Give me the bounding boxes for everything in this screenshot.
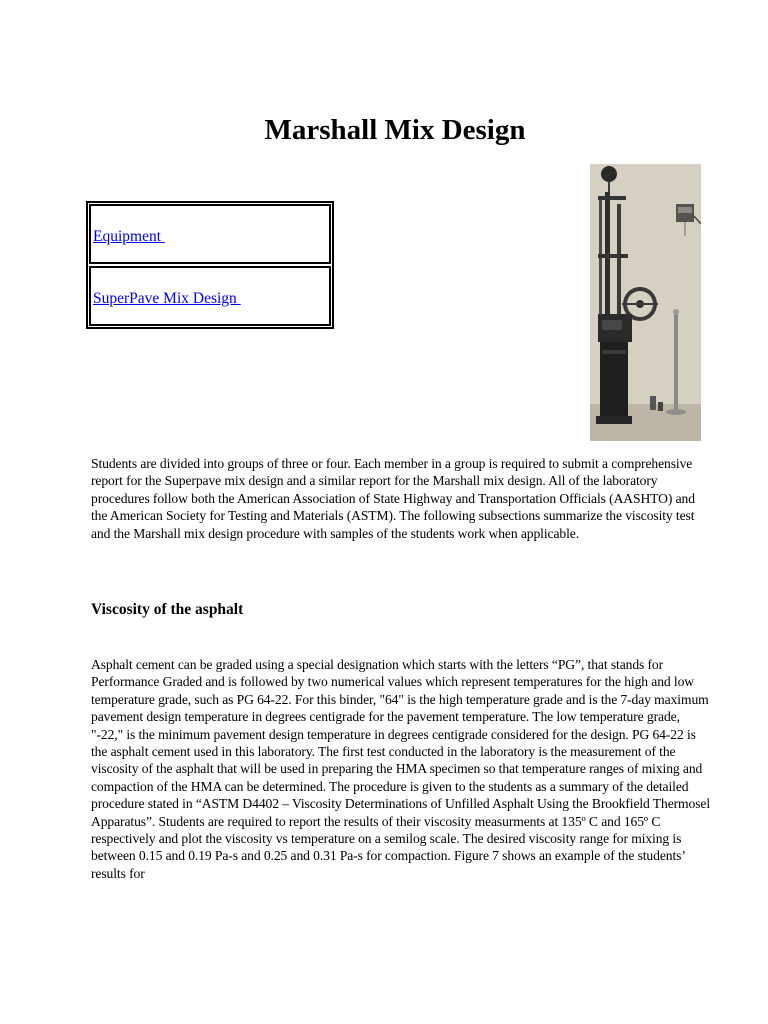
page-title: Marshall Mix Design	[264, 114, 526, 146]
equipment-link[interactable]: Equipment	[93, 228, 165, 245]
navigation-table	[86, 201, 334, 329]
section-heading-viscosity: Viscosity of the asphalt	[91, 601, 244, 618]
marshall-compactor-photo	[590, 164, 701, 441]
viscosity-paragraph: Asphalt cement can be graded using a special designation which starts with the letters “PG”, that stands for Performance Graded and is followed by two numerical values which represent temperatures for the high and low temperature grade, such as PG 64-22. For this binder, "64" is the high temperature grade and is the 7-day maximum pavement design temperature in degrees centigrade for the pavement temperature. The low temperature grade, "-22," is the minimum pavement design temperature in degrees centigrade considered for the design. PG 64-22 is the asphalt cement used in this laboratory. The first test conducted in the laboratory is the measurement of the viscosity of the asphalt that will be used in preparing the HMA specimen so that temperature ranges of mixing and compaction of the HMA can be determined. The procedure is given to the students as a summary of the detailed procedure stated in “ASTM D4402 – Viscosity Determinations of Unfilled Asphalt Using the Brookfield Thermosel Apparatus”. Students are required to report the results of their viscosity measurments at 135º C and 165º C respectively and plot the viscosity vs temperature on a semilog scale. The desired viscosity range for mixing is between 0.15 and 0.19 Pa-s and 0.25 and 0.31 Pa-s for compaction. Figure 7 shows an example of the students’ results for	[91, 657, 711, 881]
nav-cell-superpave	[89, 266, 331, 326]
nav-cell-equipment	[89, 204, 331, 264]
superpave-mix-design-link[interactable]: SuperPave Mix Design	[93, 290, 241, 307]
marshall-compactor-image	[590, 164, 701, 441]
intro-paragraph: Students are divided into groups of three or four. Each member in a group is required to submit a comprehensive report for the Superpave mix design and a similar report for the Marshall mix design. All of the laboratory procedures follow both the American Association of State Highway and Transportation Officials (AASHTO) and the American Society for Testing and Materials (ASTM). The following subsections summarize the viscosity test and the Marshall mix design procedure with samples of the students work when applicable.	[91, 456, 695, 541]
